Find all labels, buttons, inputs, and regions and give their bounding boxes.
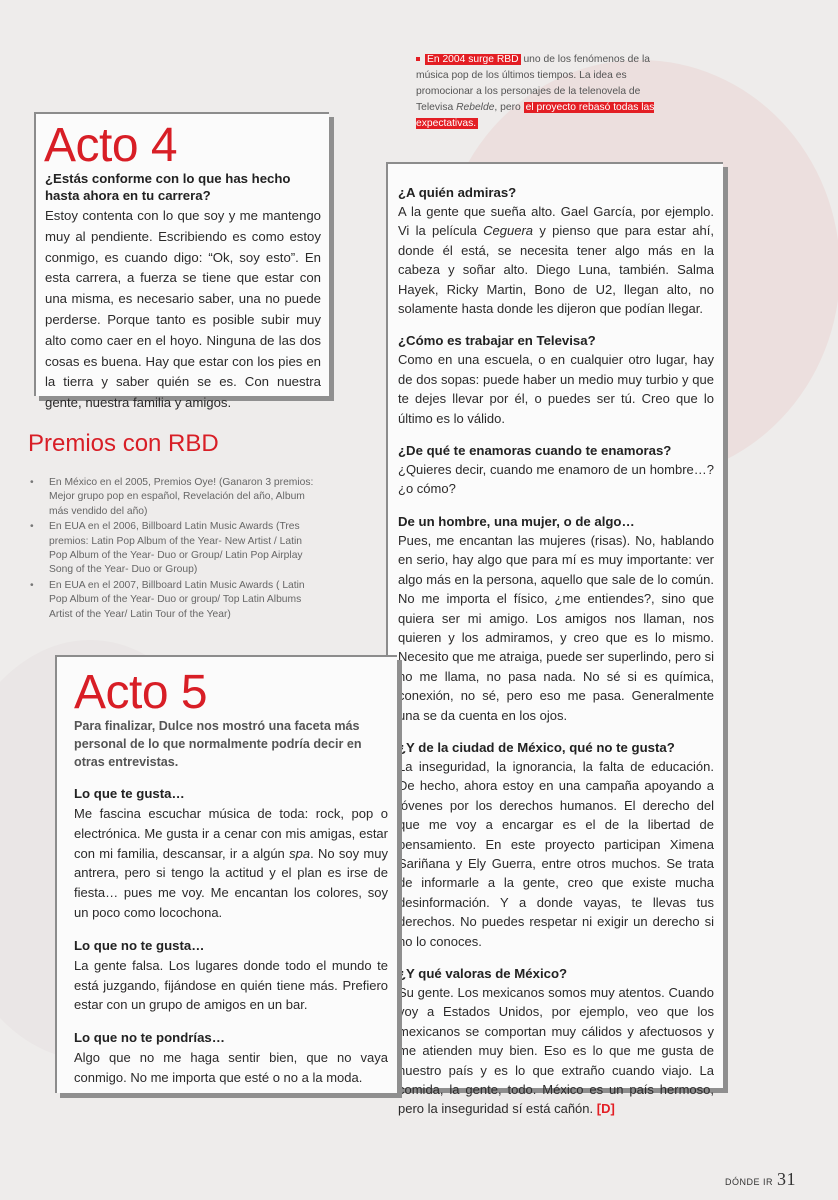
answer: ¿Quieres decir, cuando me enamoro de un hombre…? ¿o cómo? <box>398 462 714 497</box>
answer: La gente falsa. Los lugares donde todo el mundo te está juzgando, fijándose en quién tiene más. Prefiero estar con un grupo de amigos en un bar. <box>74 957 388 1013</box>
premios-title: Premios con RBD <box>28 430 219 457</box>
acto5-title: Acto 5 <box>74 666 208 719</box>
page-footer <box>725 1169 796 1190</box>
answer: La inseguridad, la ignorancia, la falta de educación. De hecho, ahora estoy en una campaña apoyando a jóvenes por los derechos humanos. El derecho del que me voy a encargar es el de la libertad de pensamiento. En este proyecto participan Ximena Sariñana y Ely Guerra, entre otros muchos. Se trata de informarle a la gente, creo que existe mucha desinformación. Y a donde vayas, te llevas tus derechos. No puedes respetar ni exigir un derecho si no lo conoces. <box>398 758 714 949</box>
interview-box <box>386 162 723 1117</box>
question: ¿Cómo es trabajar en Televisa? <box>398 333 596 349</box>
question: ¿De qué te enamoras cuando te enamoras? <box>398 443 672 459</box>
question: ¿Y qué valoras de México? <box>398 966 568 981</box>
question: ¿A quién admiras? <box>398 185 517 200</box>
bullet-icon <box>416 57 420 61</box>
answer: Algo que no me haga sentir bien, que no vaya conmigo. No me importa que esté o no a la moda. <box>74 1050 388 1085</box>
acto4-box <box>34 112 329 411</box>
answer: Como en una escuela, o en cualquier otro lugar, hay de dos sopas: puede haber un medio muy turbio y que te dejes llevar por él, o puedes ser tú. Creo que lo último es lo válido. <box>398 352 714 426</box>
question: Lo que no te pondrías… <box>74 1030 225 1046</box>
question: De un hombre, una mujer, o de algo… <box>398 513 635 529</box>
question: Lo que te gusta… <box>74 786 185 801</box>
acto4-answer: Estoy contenta con lo que soy y me mantengo muy al pendiente. Escribiendo es como estoy conmigo, es cuando digo: “Ok, soy esto”. En esta carrera, a fuerza se tiene que estar con una misma, es necesario saber, una no puede perderse. Porque tanto es posible subir muy alto como caer en el hoyo. Ninguna de las dos cosas es buena. Hay que estar con los pies en la tierra y saber quién se es. Con nuestra gente, nuestra familia y amigos. <box>45 208 321 411</box>
acto4-title: Acto 4 <box>44 119 178 172</box>
signature-tag: [D] <box>596 1101 615 1117</box>
callout-highlight: En 2004 surge RBD <box>427 54 519 65</box>
list-item: • En EUA en el 2007, Billboard Latin Music Awards ( Latin Pop Album of the Year- Duo or group/ Top Latin Albums Artist of the Year/ Latin Tour of the Year) <box>30 579 320 622</box>
callout-text: uno de los fenómenos de la música pop de los últimos tiempos. La idea es promocionar a los personajes de la telenovela de Televisa <box>416 54 650 113</box>
list-item: • En México en el 2005, Premios Oye! (Ganaron 3 premios: Mejor grupo pop en español, Revelación del año, Album más vendido del año) <box>30 476 320 519</box>
answer: Su gente. Los mexicanos somos muy atentos. Cuando voy a Estados Unidos, por ejemplo, veo que los mexicanos se comportan muy cálidos y afectuosos y me atienden muy bien. Eso es lo que me gusta de nuestro país y es lo que extraño cuando viajo. La comida, la gente, todo. México es un país hermoso, pero la inseguridad sí está cañón. [D] <box>398 985 714 1117</box>
premios-list <box>30 476 320 623</box>
answer: Me fascina escuchar música de toda: rock, pop o electrónica. Me gusta ir a cenar con mis amigas, estar con mi familia, descansar, ir a algún spa. No soy muy antrera, pero si tengo la actitud y el plan es irse de fiesta… pues me voy. Me encantan los colores, soy un poco como locochona. <box>74 806 388 920</box>
page-number: 31 <box>777 1169 796 1189</box>
list-item: • En EUA en el 2006, Billboard Latin Music Awards (Tres premios: Latin Pop Album of the Year- New Artist / Latin Pop Album of the Year- Duo or Group/ Latin Pop Airplay Song of the Year- Duo or Group) <box>30 520 320 578</box>
answer: Pues, me encantan las mujeres (risas). No, hablando en serio, hay algo que para mí es muy importante: ver algo más en la persona, aquello que sale de lo común. No me importa el físico, ¿me entiendes?, sino que quiera ser mi amigo. Los amigos nos llaman, nos quieren y los admiramos, y creo que es lo mismo. Necesito que me atraiga, puede ser superlindo, pero si no me llama, no pasa nada. No sé si es química, conexión, no sé, pero eso me pasa. Generalmente una se da cuenta en los ojos. <box>398 532 714 723</box>
question: Lo que no te gusta… <box>74 937 205 953</box>
callout-highlight: el proyecto rebasó todas las expectativas. <box>416 102 655 129</box>
intro-callout <box>416 52 666 132</box>
acto4-question: ¿Estás conforme con lo que has hecho hasta ahora en tu carrera? <box>45 171 291 203</box>
callout-italic: Rebelde <box>456 102 495 113</box>
acto5-box <box>55 655 397 1093</box>
question: ¿Y de la ciudad de México, qué no te gusta? <box>398 739 675 755</box>
answer: A la gente que sueña alto. Gael García, por ejemplo. Vi la película Ceguera y pienso que para estar ahí, donde él está, se necesita tener algo más en la cabeza y soñar alto. Diego Luna, también. Salma Hayek, Ricky Martin, Bono de U2, llegan alto, no solamente hasta donde les dijeron que podían llegar. <box>398 204 714 317</box>
magazine-name: DÓNDE IR <box>724 1177 773 1187</box>
callout-text: , pero <box>494 102 524 113</box>
acto5-intro: Para finalizar, Dulce nos mostró una faceta más personal de lo que normalmente podría decir en otras entrevistas. <box>74 719 362 769</box>
